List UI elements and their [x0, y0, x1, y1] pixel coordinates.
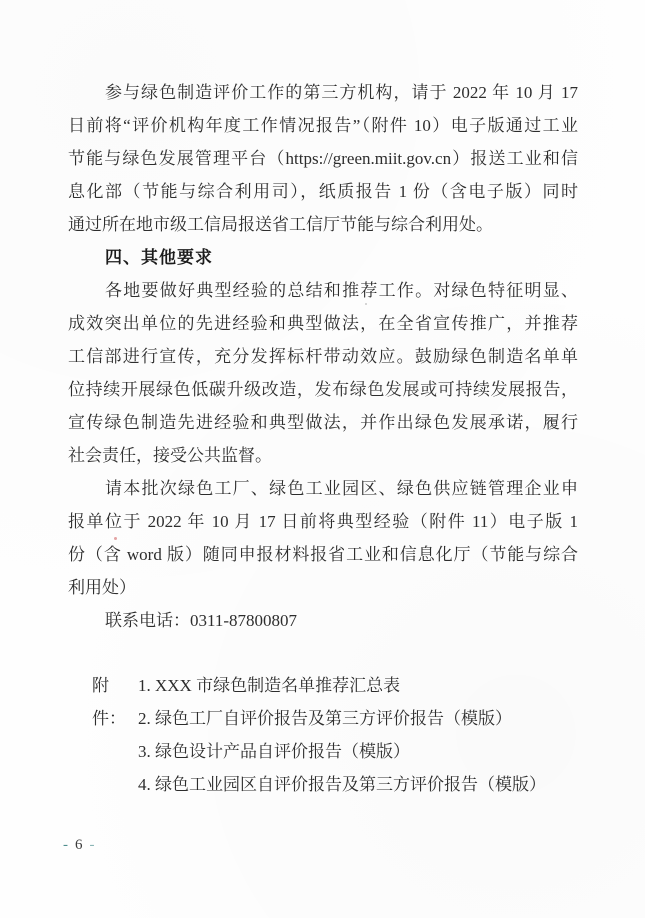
body-line: 工信部进行宣传，充分发挥标杆带动效应。鼓励绿色制造名单单 [68, 347, 578, 366]
paragraph-submission-requirements [68, 472, 578, 604]
attachments-list [92, 669, 578, 801]
body-line: 报单位于 2022 年 10 月 17 日前将典型经验（附件 11）电子版 1 [68, 512, 578, 531]
body-line: 请本批次绿色工厂、绿色工业园区、绿色供应链管理企业申 [105, 479, 578, 498]
scan-speck [365, 303, 367, 305]
attachment-item: 4. 绿色工业园区自评价报告及第三方评价报告（模版） [138, 775, 546, 794]
body-line: 利用处） [68, 578, 136, 597]
page-number [63, 835, 95, 855]
body-line: 参与绿色制造评价工作的第三方机构，请于 2022 年 10 月 17 [105, 83, 578, 102]
section-heading-other-requirements: 四、其他要求 [105, 248, 213, 267]
body-line: 成效突出单位的先进经验和典型做法，在全省宣传推广，并推荐 [68, 314, 578, 333]
body-line: 份（含 word 版）随同申报材料报省工业和信息化厅（节能与综合 [68, 545, 578, 564]
attachment-item: 1. XXX 市绿色制造名单推荐汇总表 [138, 676, 401, 695]
page-number-dash-left: - [63, 837, 68, 853]
paragraph-third-party-agencies [68, 76, 578, 241]
attachments-items [138, 669, 578, 801]
body-line: 节能与绿色发展管理平台（https://green.miit.gov.cn）报送工业和信 [68, 149, 578, 168]
attachments-label: 附件： [92, 676, 126, 728]
attachment-item: 2. 绿色工厂自评价报告及第三方评价报告（模版） [138, 709, 512, 728]
document-body [68, 76, 578, 801]
body-line: 各地要做好典型经验的总结和推荐工作。对绿色特征明显、 [105, 281, 578, 300]
body-line: 位持续开展绿色低碳升级改造，发布绿色发展或可持续发展报告， [68, 380, 578, 399]
paragraph-typical-experience [68, 274, 578, 472]
body-line: 社会责任，接受公共监督。 [68, 446, 272, 465]
page-number-value: 6 [75, 837, 83, 853]
body-line: 通过所在地市级工信局报送省工信厅节能与综合利用处。 [68, 215, 493, 234]
contact-phone-line: 联系电话：0311-87800807 [105, 611, 298, 630]
body-line: 息化部（节能与综合利用司），纸质报告 1 份（含电子版）同时 [68, 182, 578, 201]
attachment-item: 3. 绿色设计产品自评价报告（模版） [138, 742, 410, 761]
scan-speck [114, 537, 117, 540]
body-line: 日前将“评价机构年度工作情况报告”（附件 10）电子版通过工业 [68, 116, 578, 135]
body-line: 宣传绿色制造先进经验和典型做法，并作出绿色发展承诺，履行 [68, 413, 578, 432]
page-number-dash-right: - [89, 837, 95, 853]
